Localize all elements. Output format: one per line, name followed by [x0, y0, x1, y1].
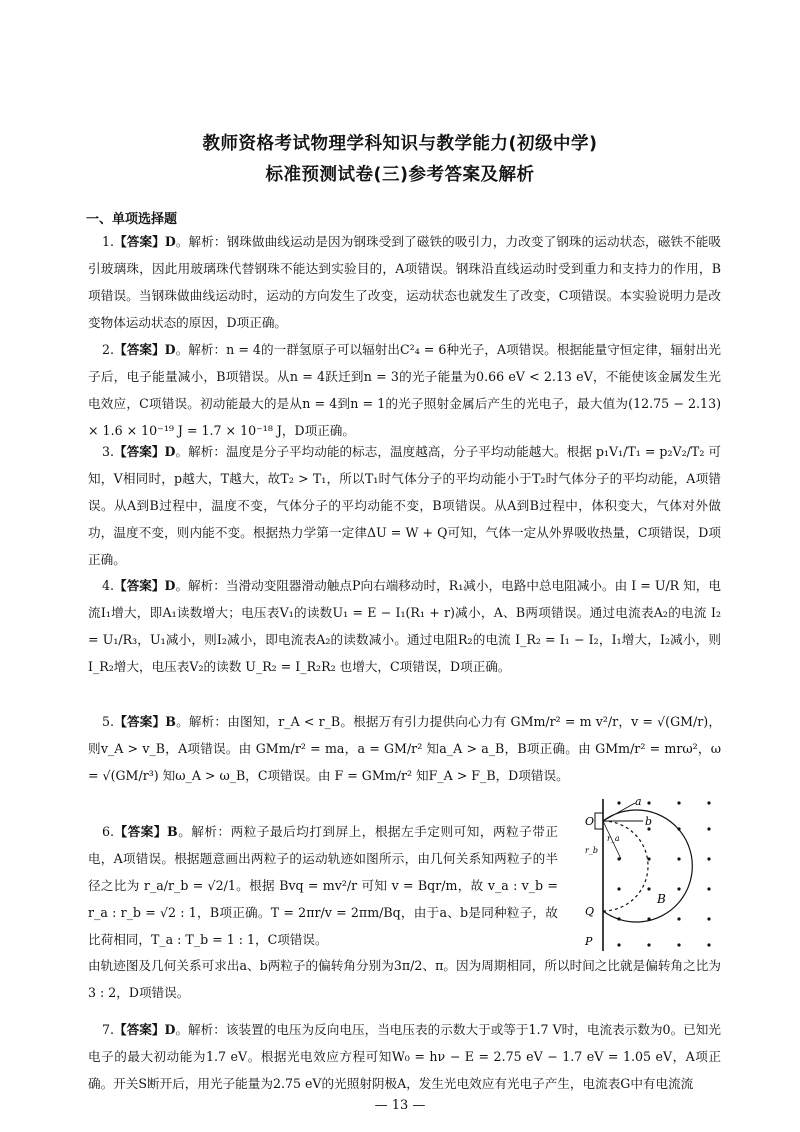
source-box	[595, 813, 603, 829]
question-5	[88, 708, 721, 789]
label-P: P	[585, 935, 593, 948]
label-b: b	[645, 815, 653, 828]
explanation-text: 。解析：两粒子最后均打到屏上，根据左手定则可知，两粒子带正电，A项错误。根据题意画出两粒子的运动轨迹如图所示，由几何关系知两粒子的半径之比为 r_a/r_b = √2/1。根据 Bvq = mv²/r 可知 v = Bqr/m，故 v_a : v_b = r_a : r_b = √2 : 1，B项正确。T = 2πr/v = 2πm/Bq，由于a、b是同种粒子，故比荷相同，T_a : T_b = 1 : 1，C项错误。	[88, 824, 559, 947]
label-Q: Q	[585, 905, 595, 918]
label-O: O	[585, 815, 595, 828]
answer-label: 【答案】D	[114, 234, 176, 249]
label-a: a	[635, 795, 642, 808]
label-rb: r_b	[585, 846, 598, 855]
question-2	[88, 336, 721, 444]
question-number: 5.	[102, 714, 115, 729]
question-number: 1.	[102, 234, 115, 249]
question-number: 3.	[102, 444, 115, 459]
question-7	[88, 1016, 721, 1097]
question-number: 7.	[102, 1022, 115, 1037]
document-subtitle: 标准预测试卷(三)参考答案及解析	[265, 165, 535, 185]
question-number: 2.	[102, 342, 115, 357]
answer-label: 【答案】D	[114, 342, 176, 357]
label-ra: r_a	[607, 834, 620, 843]
explanation-text: 。解析：温度是分子平均动能的标志，温度越高，分子平均动能越大。根据 p₁V₁/T₁ = p₂V₂/T₂ 可知，V相同时，p越大，T越大，故T₂ > T₁，所以T₁时气体分子的平均动能小于T₂时气体分子的平均动能，A项错误。从A到B过程中，温度不变，气体分子的平均动能不变，B项错误。从A到B过程中，体积变大，气体对外做功，温度不变，则内能不变。根据热力学第一定律ΔU = W + Q可知，气体一定从外界吸收热量，C项错误，D项正确。	[88, 444, 721, 567]
answer-label: 【答案】D	[114, 578, 176, 593]
page-number: — 13 —	[374, 1098, 426, 1113]
velocity-a-arrow	[603, 803, 635, 821]
explanation-text: 。解析：当滑动变阻器滑动触点P向右端移动时，R₁减小，电路中总电阻减小。由 I = U/R 知，电流I₁增大，即A₁读数增大；电压表V₁的读数U₁ = E − I₁(R₁ + r)减小，A、B两项错误。通过电流表A₂的电流 I₂ = U₁/R₃，U₁减小，则I₂减小，即电流表A₂的读数减小。通过电阻R₂的电流 I_R₂ = I₁ − I₂，I₁增大，I₂减小，则 I_R₂增大，电压表V₂的读数 U_R₂ = I_R₂R₂ 也增大，C项错误，D项正确。	[88, 578, 722, 674]
label-B-field: B	[657, 892, 666, 906]
particle-trajectory-figure	[583, 793, 723, 953]
explanation-text: 。解析：该装置的电压为反向电压，当电压表的示数大于或等于1.7 V时，电流表示数为0。已知光电子的最大初动能为1.7 eV。根据光电效应方程可知W₀ = hν − E = 2.75 eV − 1.7 eV = 1.05 eV，A项正确。开关S断开后，用光子能量为2.75 eV的光照射阴极A，发生光电效应有光电子产生，电流表G中有电流流	[88, 1022, 722, 1091]
answer-label: 【答案】B	[114, 824, 178, 839]
question-number: 4.	[102, 578, 115, 593]
answer-label: 【答案】D	[114, 1022, 176, 1037]
section-heading: 一、单项选择题	[86, 212, 178, 227]
document-title: 教师资格考试物理学科知识与教学能力(初级中学)	[202, 134, 598, 154]
magnetic-field-dots	[617, 801, 710, 946]
question-1	[88, 228, 721, 336]
answer-label: 【答案】B	[114, 714, 176, 729]
explanation-text: 。解析：钢珠做曲线运动是因为钢珠受到了磁铁的吸引力，力改变了钢珠的运动状态，磁铁不能吸引玻璃珠，因此用玻璃珠代替钢珠不能达到实验目的，A项错误。钢珠沿直线运动时受到重力和支持力的作用，B项错误。当钢珠做曲线运动时，运动的方向发生了改变，运动状态也就发生了改变，C项错误。本实验说明力是改变物体运动状态的原因，D项正确。	[88, 234, 722, 330]
question-number: 6.	[102, 824, 115, 839]
explanation-text: 。解析：由图知，r_A < r_B。根据万有引力提供向心力有 GMm/r² = m v²/r，v = √(GM/r)，则v_A > v_B，A项错误。由 GMm/r² = ma，a = GM/r² 知a_A > a_B，B项正确。由 GMm/r² = mrω²，ω = √(GM/r³) 知ω_A > ω_B，C项错误。由 F = GMm/r² 知F_A > F_B，D项错误。	[88, 714, 721, 783]
question-6-continued: 由轨迹图及几何关系可求出a、b两粒子的偏转角分别为3π/2、π。因为周期相同，所以时间之比就是偏转角之比为3 : 2，D项错误。	[88, 958, 721, 1000]
question-3	[88, 438, 721, 573]
question-6	[88, 818, 558, 953]
question-4	[88, 572, 721, 680]
answer-label: 【答案】D	[114, 444, 176, 459]
explanation-text: 。解析：n = 4的一群氢原子可以辐射出C²₄ = 6种光子，A项错误。根据能量守恒定律，辐射出光子后，电子能量减小，B项错误。从n = 4跃迁到n = 3的光子能量为0.66 eV < 2.13 eV，不能使该金属发生光电效应，C项错误。初动能最大的是从n = 4到n = 1的光子照射金属后产生的光电子，最大值为(12.75 − 2.13) × 1.6 × 10⁻¹⁹ J = 1.7 × 10⁻¹⁸ J，D项正确。	[88, 342, 721, 438]
